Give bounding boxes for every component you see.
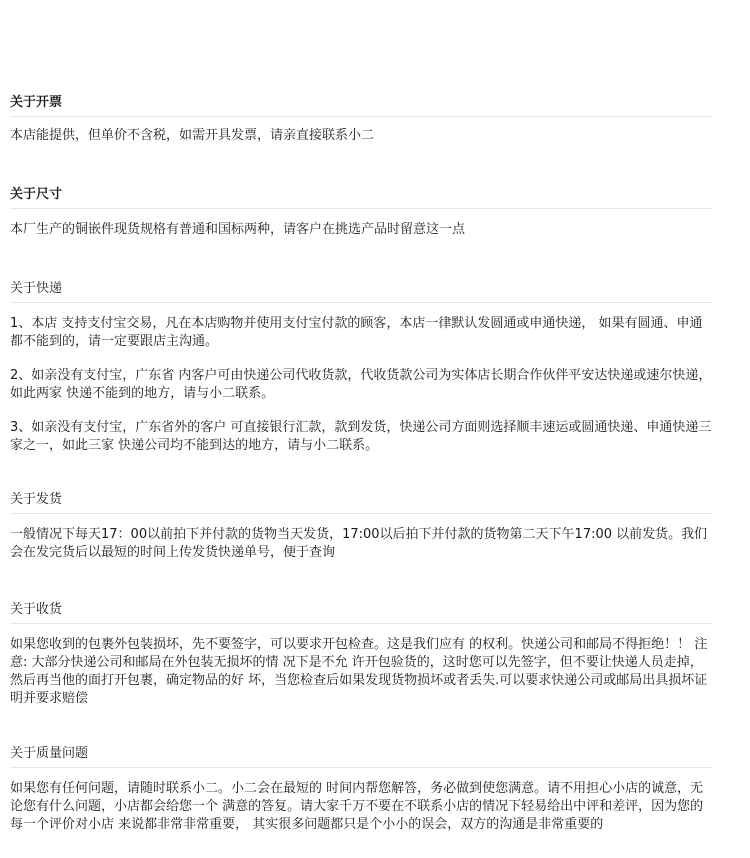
express-paragraph-1: 1、本店 支持支付宝交易，凡在本店购物并使用支付宝付款的顾客，本店一律默认发圆通或申通快递， 如果有圆通、申通都不能到的，请一定要跟店主沟通。 — [10, 316, 703, 349]
section-body-size: 本厂生产的铜嵌件现货规格有普通和国标两种，请客户在挑选产品时留意这一点 — [10, 222, 466, 237]
section-body-invoice: 本店能提供，但单价不含税，如需开具发票，请亲直接联系小二 — [10, 128, 375, 143]
section-title-express: 关于快递 — [10, 280, 712, 303]
express-paragraph-3: 3、如亲没有支付宝，广东省外的客户 可直接银行汇款，款到发货，快递公司方面则选择顺丰速运或圆通快递、申通快递三家之一，如此三家 快递公司均不能到达的地方，请与小二联系。 — [10, 420, 712, 453]
section-title-shipping: 关于发货 — [10, 491, 712, 514]
section-title-quality: 关于质量问题 — [10, 745, 712, 768]
section-size — [10, 186, 712, 239]
section-body-quality: 如果您有任何问题，请随时联系小二。小二会在最短的 时间内帮您解答，务必做到使您满意。请不用担心小店的诚意，无论您有什么问题，小店都会给您一个 满意的答复。请大家千万不要在不联系小店的情况下轻易给出中评和差评，因为您的每一个评价对小店 来说都非常非常重要， 其实很多问题都只是个小小的误会，双方的沟通是非常重要的 — [10, 781, 704, 832]
section-title-size: 关于尺寸 — [10, 186, 712, 209]
section-title-invoice: 关于开票 — [10, 94, 712, 117]
section-title-receiving: 关于收货 — [10, 601, 712, 624]
section-invoice — [10, 94, 712, 145]
section-body-shipping: 一般情况下每天17：00以前拍下并付款的货物当天发货，17:00以后拍下并付款的货物第二天下午17:00 以前发货。我们会在发完货后以最短的时间上传发货快递单号，便于查询 — [10, 527, 708, 560]
section-quality — [10, 745, 712, 834]
express-paragraph-2: 2、如亲没有支付宝，广东省 内客户可由快递公司代收货款，代收货款公司为实体店长期合作伙伴平安达快递或速尔快递，如此两家 快递不能到的地方，请与小二联系。 — [10, 368, 712, 401]
section-body-receiving: 如果您收到的包裹外包装损坏，先不要签字，可以要求开包检查。这是我们应有 的权利。快递公司和邮局不得拒绝！！ 注意: 大部分快递公司和邮局在外包装无损坏的情 况下是不允 许开包验货的，这时您可以先签字，但不要让快递人员走掉，然后再当他的面打开包裹，确定物品的好 坏，当您检查后如果发现货物损坏或者丢失.可以要求快递公司或邮局出具损坏证明并要求赔偿 — [10, 637, 708, 706]
section-receiving — [10, 601, 712, 708]
section-shipping — [10, 491, 712, 562]
section-express — [10, 280, 712, 455]
